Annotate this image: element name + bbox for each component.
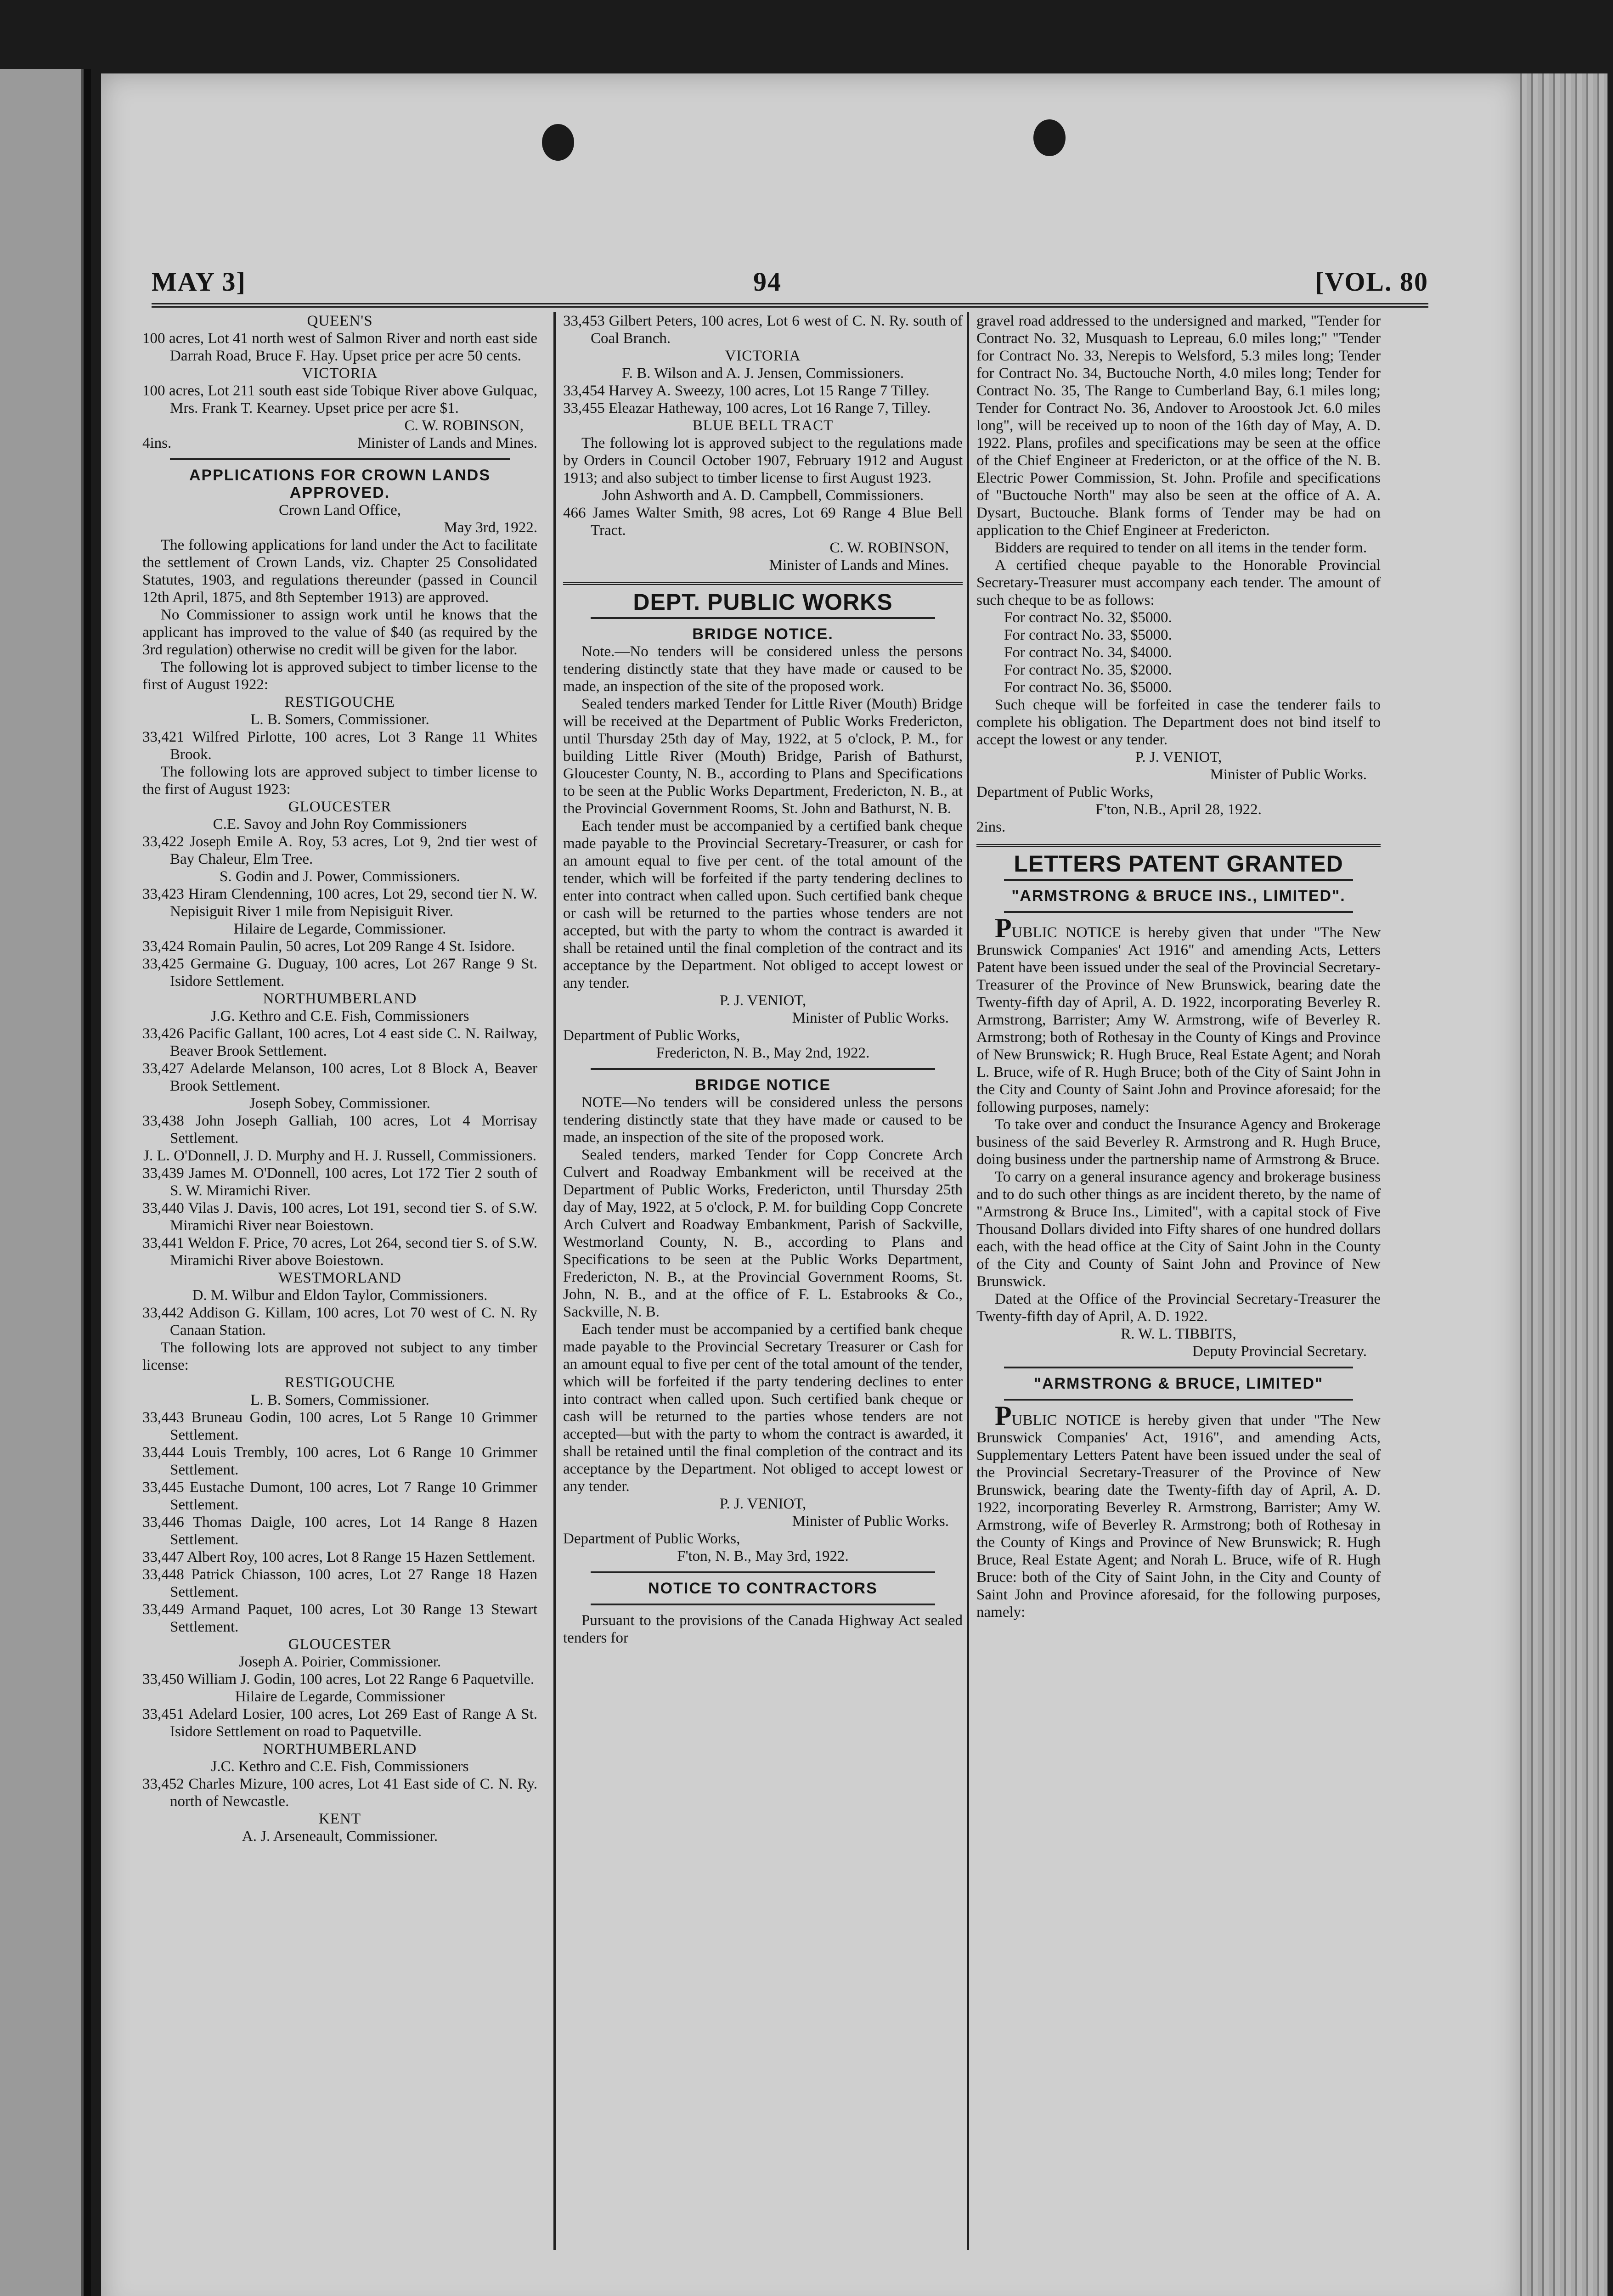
signature-name: P. J. VENIOT,: [719, 1496, 806, 1512]
department-line: Department of Public Works,: [563, 1531, 740, 1547]
commissioner-line: Hilaire de Legarde, Commissioner.: [233, 921, 446, 937]
county-heading: GLOUCESTER: [288, 1636, 392, 1653]
paragraph: PUBLIC NOTICE is hereby given that under "The New Brunswick Companies' Act 1916" and amending Acts, Letters Patent have been issued under the seal of the Provincial Secretary-Treasurer of the Province of New Brunswick, bearing date the Twenty-fifth day of April, A. D. 1922, incorporating Beverley R. Armstrong, Barrister; Amy W. Armstrong, wife of Beverley R. Armstrong; both of Rothesay in the County of Kings and Province of New Brunswick; R. Hugh Bruce, Real Estate Agent; and Norah L. Bruce, wife of R. Hugh Bruce; both of the City of Saint John in the City and County of Saint John and Province aforesaid; for the following purposes, namely:: [976, 913, 1381, 1115]
paragraph: gravel road addressed to the undersigned and marked, "Tender for Contract No. 32, Musquash to Lepreau, 6.0 miles long;" "Tender for Contract No. 33, Nerepis to Welsford, 5.3 miles long; Tender for Contract No. 34, Buctouche North, 4.0 miles long; Tender for Contract No. 35, The Range to Cumberland Bay, 6.1 miles long; Tender for Contract No. 36, Andover to Aroostook Jct. 6.0 miles long", will be received up to noon of the 16th day of May, A. D. 1922. Plans, profiles and specifications may be seen at the office of the Chief Engineer at Fredericton, or at the office of the N. B. Electric Power Commission, St. John. Profile and specifications of "Buctouche North" may also be seen at the office of A. A. Dysart, Buctouche. Blank forms of Tender may be had on application to the Chief Engineer at Fredericton.: [976, 313, 1381, 539]
lot-entry: 33,425 Germaine G. Duguay, 100 acres, Lot 267 Range 9 St. Isidore Settlement.: [142, 956, 537, 990]
cheque-amount: For contract No. 33, $5000.: [1004, 627, 1172, 643]
divider: [591, 1068, 935, 1070]
commissioner-line: Joseph A. Poirier, Commissioner.: [238, 1654, 441, 1670]
paragraph: No Commissioner to assign work until he knows that the applicant has improved to the value of $40 (as required by the 3rd regulation) otherwise no credit will be given for the labor.: [142, 607, 537, 658]
section-title: LETTERS PATENT GRANTED: [1014, 851, 1343, 877]
county-heading: KENT: [319, 1811, 361, 1827]
signature-name: P. J. VENIOT,: [1135, 749, 1222, 765]
paragraph: NOTE—No tenders will be considered unless the persons tendering distinctly state that they have made or caused to be made, an inspection of the site of the proposed work.: [563, 1094, 963, 1146]
commissioner-line: F. B. Wilson and A. J. Jensen, Commissioners.: [621, 365, 904, 382]
lot-entry: 33,452 Charles Mizure, 100 acres, Lot 41 East side of C. N. Ry. north of Newcastle.: [142, 1776, 537, 1810]
date-line: Fredericton, N. B., May 2nd, 1922.: [656, 1045, 870, 1061]
divider: [1004, 911, 1353, 913]
paragraph: Sealed tenders marked Tender for Little River (Mouth) Bridge will be received at the Department of Public Works Fredericton, until Thursday 25th day of May, 1922, at 5 o'clock, P. M., for building Little River (Mouth) Bridge, Parish of Bathurst, Gloucester County, N. B., according to Plans and Specifications to be seen at the Public Works Department, Fredericton, N. B., at the Provincial Government Rooms, St. John and Bathurst, N. B.: [563, 696, 963, 817]
lot-entry: 33,450 William J. Godin, 100 acres, Lot 22 Range 6 Paquetville.: [142, 1671, 535, 1688]
paragraph: The following lot is approved subject to timber license to the first of August 1922:: [142, 659, 537, 693]
lot-entry: 33,449 Armand Paquet, 100 acres, Lot 30 Range 13 Stewart Settlement.: [142, 1601, 537, 1635]
paragraph: Each tender must be accompanied by a certified bank cheque made payable to the Provincial Secretary Treasurer or Cash for an amount equal to five per cent of the total amount of the tender, which will be forfeited if the party tendering declines to enter into contract when called upon. Such certified bank cheque or cash will be returned to the parties whose tenders are not accepted—but with the party to whom the contract is awarded, it shall be retained until the final completion of the contract and its acceptance by the Department. Not obliged to accept lowest or any tender.: [563, 1321, 963, 1495]
page-stack-edge: [1516, 73, 1607, 2296]
signature-title: Minister of Lands and Mines.: [357, 435, 537, 451]
signature-name: P. J. VENIOT,: [719, 992, 806, 1009]
insertions-note: 2ins.: [976, 819, 1006, 835]
running-header: [152, 262, 1428, 308]
signature-title: Minister of Public Works.: [792, 1010, 949, 1026]
paragraph: Bidders are required to tender on all items in the tender form.: [995, 540, 1367, 556]
department-line: Department of Public Works,: [976, 784, 1154, 800]
paragraph: Such cheque will be forfeited in case the tenderer fails to complete his obligation. The Department does not bind itself to accept the lowest or any tender.: [976, 697, 1381, 748]
signature-title: Minister of Public Works.: [1210, 766, 1367, 783]
notice-heading: NOTICE TO CONTRACTORS: [648, 1580, 878, 1597]
date-line: May 3rd, 1922.: [444, 519, 537, 536]
lot-entry: 33,426 Pacific Gallant, 100 acres, Lot 4 east side C. N. Railway, Beaver Brook Settlement.: [142, 1025, 537, 1059]
sale-entry: 100 acres, Lot 41 north west of Salmon River and north east side Darrah Road, Bruce F. Hay. Upset price per acre 50 cents.: [142, 330, 537, 364]
lot-entry: 33,453 Gilbert Peters, 100 acres, Lot 6 west of C. N. Ry. south of Coal Branch.: [563, 313, 963, 347]
column-middle: [553, 312, 963, 2250]
paragraph: To carry on a general insurance agency and brokerage business and to do such other things as are incident thereto, by the name of "Armstrong & Bruce Ins., Limited", with a capital stock of Five Thousand Dollars divided into Fifty shares of one hundred dollars each, with the head office at the City of Saint John in the County of the City and County of Saint John and Province of New Brunswick.: [976, 1169, 1381, 1290]
company-heading: "ARMSTRONG & BRUCE, LIMITED": [1033, 1375, 1324, 1392]
column-right: [967, 312, 1381, 2250]
divider: [170, 458, 510, 460]
cheque-amount: For contract No. 34, $4000.: [1004, 644, 1172, 661]
header-volume: [VOL. 80: [1315, 267, 1428, 297]
facing-page-edge: [0, 69, 91, 2296]
notice-heading: BRIDGE NOTICE.: [692, 625, 834, 643]
signature-name: R. W. L. TIBBITS,: [1121, 1326, 1236, 1342]
county-heading: GLOUCESTER: [288, 799, 392, 815]
county-heading: RESTIGOUCHE: [284, 1374, 395, 1391]
page-number: 94: [753, 267, 782, 297]
divider: [1004, 1399, 1353, 1401]
divider: [591, 1571, 935, 1573]
paragraph: The following applications for land under the Act to facilitate the settlement of Crown Lands, viz. Chapter 25 Consolidated Statutes, 1903, and regulations thereunder (passed in Council 12th April, 1875, and 8th September 1913) are approved.: [142, 537, 537, 606]
signature-line: [142, 434, 537, 452]
signature-name: C. W. ROBINSON,: [829, 540, 949, 556]
divider: [1004, 1367, 1353, 1368]
lot-entry: 33,423 Hiram Clendenning, 100 acres, Lot 29, second tier N. W. Nepisiguit River 1 mile from Nepisiguit River.: [142, 886, 537, 920]
paragraph: The following lot is approved subject to the regulations made by Orders in Council October 1907, February 1912 and August 1913; and also subject to timber license to first August 1923.: [563, 435, 963, 486]
county-heading: NORTHUMBERLAND: [263, 990, 417, 1007]
paragraph: Each tender must be accompanied by a certified bank cheque made payable to the Provincial Secretary-Treasurer, or cash for an amount equal to five per cent. of the total amount of the tender, which will be forfeited if the party tendering declines to enter into contract when called upon. Such certified bank cheque or cash will be returned to the parties whose tenders are not accepted, but with the party to whom the contract is awarded it shall be retained until the final completion of the contract and its acceptance by the Department. Not obliged to accept lowest or any tender.: [563, 818, 963, 991]
commissioner-line: John Ashworth and A. D. Campbell, Commissioners.: [602, 487, 924, 504]
county-heading: BLUE BELL TRACT: [692, 417, 834, 434]
cheque-amount: For contract No. 36, $5000.: [1004, 679, 1172, 696]
lot-entry: 33,454 Harvey A. Sweezy, 100 acres, Lot 15 Range 7 Tilley.: [563, 383, 930, 399]
lot-entry: 33,421 Wilfred Pirlotte, 100 acres, Lot 3 Range 11 Whites Brook.: [142, 729, 537, 763]
commissioner-line: L. B. Somers, Commissioner.: [250, 711, 429, 728]
lot-entry: 33,441 Weldon F. Price, 70 acres, Lot 264, second tier S. of S.W. Miramichi River above Boiestown.: [142, 1235, 537, 1269]
commissioner-line: J.C. Kethro and C.E. Fish, Commissioners: [211, 1758, 469, 1775]
lot-entry: 33,422 Joseph Emile A. Roy, 53 acres, Lot 9, 2nd tier west of Bay Chaleur, Elm Tree.: [142, 833, 537, 867]
notice-heading: APPLICATIONS FOR CROWN LANDS APPROVED.: [189, 467, 491, 501]
lot-entry: 33,424 Romain Paulin, 50 acres, Lot 209 Range 4 St. Isidore.: [142, 938, 515, 955]
commissioner-line: C.E. Savoy and John Roy Commissioners: [213, 816, 467, 833]
binding-hole: [542, 124, 574, 161]
commissioner-line: Hilaire de Legarde, Commissioner: [235, 1688, 445, 1705]
paragraph: Sealed tenders, marked Tender for Copp Concrete Arch Culvert and Roadway Embankment will be received at the Department of Public Works, Fredericton, until Thursday 25th day of May, 1922, at 5 o'clock, P. M. for building Copp Concrete Arch Culvert and Roadway Embankment, Parish of Sackville, Westmorland County, N. B., according to Plans and Specifications to be seen at the Public Works Department, Fredericton, N. B., at the Provincial Government Rooms, St. John, N. B., and at the office of F. L. Estabrooks & Co., Sackville, N. B.: [563, 1147, 963, 1320]
company-heading: "ARMSTRONG & BRUCE INS., LIMITED".: [1011, 887, 1346, 905]
signature-title: Minister of Lands and Mines.: [769, 557, 949, 574]
commissioner-line: D. M. Wilbur and Eldon Taylor, Commissioners.: [192, 1287, 488, 1304]
commissioner-line: S. Godin and J. Power, Commissioners.: [220, 868, 460, 885]
county-heading: VICTORIA: [725, 348, 801, 364]
lot-entry: 33,455 Eleazar Hatheway, 100 acres, Lot 16 Range 7, Tilley.: [563, 400, 931, 416]
paragraph: The following lots are approved not subject to any timber license:: [142, 1339, 537, 1373]
divider: [563, 582, 963, 585]
column-left: [142, 312, 537, 2250]
cheque-amount-list: [976, 609, 1381, 696]
lot-entry: 33,443 Bruneau Godin, 100 acres, Lot 5 Range 10 Grimmer Settlement.: [142, 1409, 537, 1443]
lot-entry: 33,439 James M. O'Donnell, 100 acres, Lot 172 Tier 2 south of S. W. Miramichi River.: [142, 1165, 537, 1199]
lot-entry: 466 James Walter Smith, 98 acres, Lot 69 Range 4 Blue Bell Tract.: [563, 505, 963, 539]
lot-entry: 33,451 Adelard Losier, 100 acres, Lot 269 East of Range A St. Isidore Settlement on road to Paquetville.: [142, 1706, 537, 1740]
lot-entry: 33,444 Louis Trembly, 100 acres, Lot 6 Range 10 Grimmer Settlement.: [142, 1444, 537, 1478]
paragraph: Pursuant to the provisions of the Canada Highway Act sealed tenders for: [563, 1612, 963, 1646]
lot-entry: 33,440 Vilas J. Davis, 100 acres, Lot 191, second tier S. of S.W. Miramichi River near Boiestown.: [142, 1200, 537, 1234]
lot-entry: 33,446 Thomas Daigle, 100 acres, Lot 14 Range 8 Hazen Settlement.: [142, 1514, 537, 1548]
divider: [976, 844, 1381, 847]
cheque-amount: For contract No. 35, $2000.: [1004, 662, 1172, 678]
office-line: Crown Land Office,: [278, 502, 401, 518]
date-line: F'ton, N. B., May 3rd, 1922.: [677, 1548, 849, 1564]
paragraph: A certified cheque payable to the Honorable Provincial Secretary-Treasurer must accompany each tender. The amount of such cheque to be as follows:: [976, 557, 1381, 608]
lot-entry: 33,442 Addison G. Killam, 100 acres, Lot 70 west of C. N. Ry Canaan Station.: [142, 1305, 537, 1339]
commissioner-line: A. J. Arseneault, Commissioner.: [242, 1828, 438, 1845]
department-line: Department of Public Works,: [563, 1027, 740, 1044]
county-heading: RESTIGOUCHE: [284, 694, 395, 710]
lot-entry: 33,447 Albert Roy, 100 acres, Lot 8 Range 15 Hazen Settlement.: [142, 1549, 536, 1565]
commissioner-line: J. L. O'Donnell, J. D. Murphy and H. J. Russell, Commissioners.: [143, 1148, 536, 1164]
cheque-amount: For contract No. 32, $5000.: [1004, 609, 1172, 626]
signature-title: Minister of Public Works.: [792, 1513, 949, 1530]
section-title: DEPT. PUBLIC WORKS: [633, 589, 893, 615]
paragraph: Dated at the Office of the Provincial Secretary-Treasurer the Twenty-fifth day of April, A. D. 1922.: [976, 1291, 1381, 1325]
county-heading: WESTMORLAND: [278, 1270, 401, 1286]
commissioner-line: Joseph Sobey, Commissioner.: [249, 1095, 430, 1112]
lot-entry: 33,438 John Joseph Galliah, 100 acres, Lot 4 Morrisay Settlement.: [142, 1113, 537, 1147]
date-line: F'ton, N.B., April 28, 1922.: [1095, 801, 1262, 818]
paragraph: PUBLIC NOTICE is hereby given that under "The New Brunswick Companies' Act, 1916", and amending Acts, Supplementary Letters Patent have been issued under the seal of the Provincial Secretary-Treasurer of the Province of New Brunswick, bearing date the Twenty-fifth day of April, A. D. 1922, incorporating Beverley R. Armstrong, Barrister; Amy W. Armstrong, wife of Beverley R. Armstrong; both of Rothesay in the County of Kings and Province of New Brunswick; R. Hugh Bruce, Real Estate Agent; and Norah L. Bruce, wife of R. Hugh Bruce: both of the City of Saint John, in the City and County of Saint John and Province aforesaid, for the following purposes, namely:: [976, 1401, 1381, 1621]
lot-entry: 33,448 Patrick Chiasson, 100 acres, Lot 27 Range 18 Hazen Settlement.: [142, 1566, 537, 1600]
gazette-page: [101, 73, 1520, 2296]
divider: [591, 617, 935, 619]
lot-entry: 33,445 Eustache Dumont, 100 acres, Lot 7 Range 10 Grimmer Settlement.: [142, 1479, 537, 1513]
notice-heading: BRIDGE NOTICE: [694, 1076, 831, 1094]
lot-entry: 33,427 Adelarde Melanson, 100 acres, Lot 8 Block A, Beaver Brook Settlement.: [142, 1060, 537, 1094]
section-heading: VICTORIA: [302, 365, 378, 382]
commissioner-line: J.G. Kethro and C.E. Fish, Commissioners: [210, 1008, 469, 1024]
paragraph: Note.—No tenders will be considered unless the persons tendering distinctly state that they have made or caused to be made, an inspection of the site of the proposed work.: [563, 643, 963, 695]
signature-name: C. W. ROBINSON,: [404, 417, 524, 434]
divider: [1004, 879, 1353, 881]
insertions-note: 4ins.: [142, 435, 172, 451]
signature-title: Deputy Provincial Secretary.: [1192, 1343, 1367, 1360]
header-date: MAY 3]: [152, 267, 246, 297]
county-heading: NORTHUMBERLAND: [263, 1741, 417, 1757]
sale-entry: 100 acres, Lot 211 south east side Tobique River above Gulquac, Mrs. Frank T. Kearney. Upset price per acre $1.: [142, 383, 537, 416]
paragraph: The following lots are approved subject to timber license to the first of August 1923:: [142, 764, 537, 798]
divider: [591, 1604, 935, 1605]
section-heading: QUEEN'S: [307, 313, 373, 329]
commissioner-line: L. B. Somers, Commissioner.: [250, 1392, 429, 1408]
binding-hole: [1033, 119, 1066, 156]
paragraph: To take over and conduct the Insurance Agency and Brokerage business of the said Beverley R. Armstrong and R. Hugh Bruce, doing business under the partnership name of Armstrong & Bruce.: [976, 1116, 1381, 1168]
